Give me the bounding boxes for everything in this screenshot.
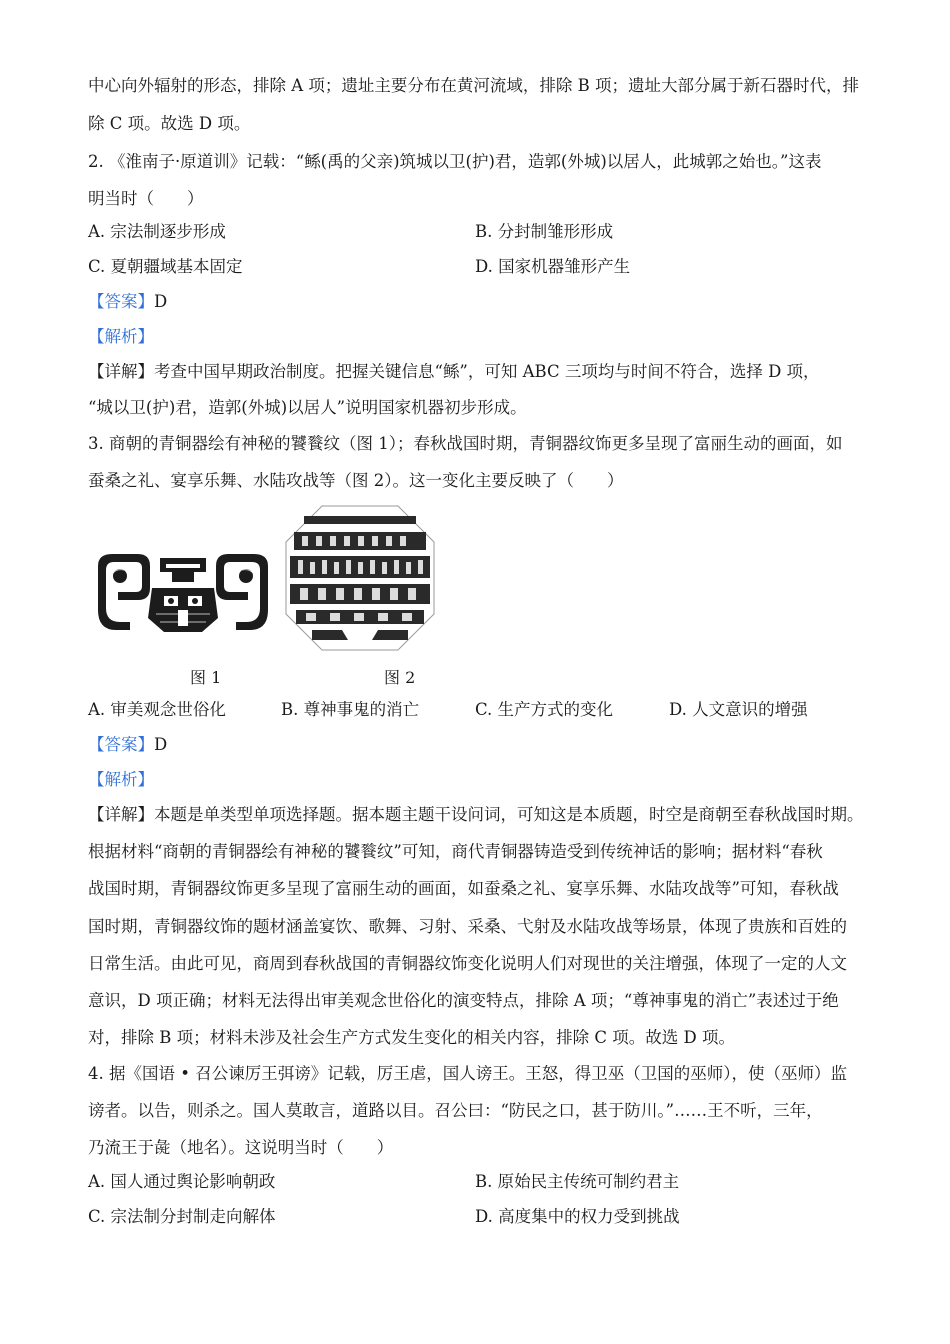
- q3-answer-line: [88, 735, 167, 755]
- q2-answer-value: D: [154, 292, 168, 311]
- q2-option-a: A. 宗法制逐步形成: [88, 222, 226, 241]
- q3-answer-value: D: [154, 735, 168, 754]
- q4-option-b: B. 原始民主传统可制约君主: [475, 1172, 680, 1191]
- q4-stem-line-3: 乃流王于彘（地名）。这说明当时（ ）: [88, 1138, 394, 1157]
- q2-stem-line-2: 明当时（ ）: [88, 189, 204, 208]
- q3-stem-line-2: 蚕桑之礼、宴享乐舞、水陆攻战等（图 2）。这一变化主要反映了（ ）: [88, 471, 624, 490]
- q4-option-c: C. 宗法制分封制走向解体: [88, 1207, 276, 1226]
- q3-detail-line-3: 战国时期，青铜器纹饰更多呈现了富丽生动的画面，如蚕桑之礼、宴享乐舞、水陆攻战等”可知，春秋战: [88, 879, 839, 898]
- q3-detail-line-2: 根据材料“商朝的青铜器绘有神秘的饕餮纹”可知，商代青铜器铸造受到传统神话的影响；据材料“春秋: [88, 842, 823, 861]
- q3-detail-line-7: 对，排除 B 项；材料未涉及社会生产方式发生变化的相关内容，排除 C 项。故选 D 项。: [88, 1028, 735, 1047]
- q4-stem-line-1: 4. 据《国语 • 召公谏厉王弭谤》记载，厉王虐，国人谤王。王怒，得卫巫（卫国的巫师），使（巫师）监: [88, 1064, 847, 1083]
- q3-analysis-tag: 【解析】: [88, 770, 154, 789]
- figure-2-bronze-scene: [282, 502, 438, 654]
- q2-detail-line-2: “城以卫(护)君，造郭(外城)以居人”说明国家机器初步形成。: [88, 398, 527, 417]
- q3-detail-line-4: 国时期，青铜器纹饰的题材涵盖宴饮、歌舞、习射、采桑、弋射及水陆攻战等场景，体现了贵族和百姓的: [88, 917, 847, 936]
- figure-1-caption: 图 1: [190, 668, 222, 687]
- q4-option-d: D. 高度集中的权力受到挑战: [475, 1207, 680, 1226]
- q3-detail-text-1: 本题是单类型单项选择题。据本题主题干设问词，可知这是本质题，时空是商朝至春秋战国时期。: [154, 805, 864, 824]
- q3-answer-tag: 【答案】: [88, 735, 154, 754]
- figure-2-caption: 图 2: [384, 668, 416, 687]
- q2-detail-line-1: [88, 362, 820, 382]
- q3-detail-line-6: 意识，D 项正确；材料无法得出审美观念世俗化的演变特点，排除 A 项；“尊神事鬼的消亡”表述过于绝: [88, 991, 839, 1010]
- q2-option-d: D. 国家机器雏形产生: [475, 257, 631, 276]
- figure-1-taotie-motif: [90, 548, 276, 643]
- q2-analysis-tag: 【解析】: [88, 327, 154, 346]
- q2-option-c: C. 夏朝疆域基本固定: [88, 257, 243, 276]
- q2-answer-tag: 【答案】: [88, 292, 154, 311]
- q3-option-d: D. 人文意识的增强: [669, 700, 808, 719]
- q3-option-a: A. 审美观念世俗化: [88, 700, 226, 719]
- q3-detail-line-5: 日常生活。由此可见，商周到春秋战国的青铜器纹饰变化说明人们对现世的关注增强，体现了一定的人文: [88, 954, 847, 973]
- q2-detail-text-1: 考查中国早期政治制度。把握关键信息“鲧”，可知 ABC 三项均与时间不符合，选择 D 项，: [154, 362, 820, 381]
- q4-stem-line-2: 谤者。以告，则杀之。国人莫敢言，道路以目。召公曰：“防民之口，甚于防川。”……王不听，三年，: [88, 1101, 823, 1120]
- q3-detail-line-1: [88, 805, 864, 825]
- q4-option-a: A. 国人通过舆论影响朝政: [88, 1172, 276, 1191]
- q2-option-b: B. 分封制雏形形成: [475, 222, 614, 241]
- q3-detail-tag: 【详解】: [88, 805, 154, 824]
- q3-option-b: B. 尊神事鬼的消亡: [281, 700, 420, 719]
- q3-option-c: C. 生产方式的变化: [475, 700, 614, 719]
- q2-stem-line-1: 2. 《淮南子·原道训》记载：“鲧(禹的父亲)筑城以卫(护)君，造郭(外城)以居人，此城郭之始也。”这表: [88, 152, 822, 171]
- intro-line-1: 中心向外辐射的形态，排除 A 项；遗址主要分布在黄河流域，排除 B 项；遗址大部分属于新石器时代，排: [88, 76, 860, 95]
- q2-answer-line: [88, 292, 167, 312]
- q2-detail-tag: 【详解】: [88, 362, 154, 381]
- intro-line-2: 除 C 项。故选 D 项。: [88, 114, 251, 133]
- q3-stem-line-1: 3. 商朝的青铜器绘有神秘的饕餮纹（图 1）；春秋战国时期，青铜器纹饰更多呈现了富丽生动的画面，如: [88, 434, 843, 453]
